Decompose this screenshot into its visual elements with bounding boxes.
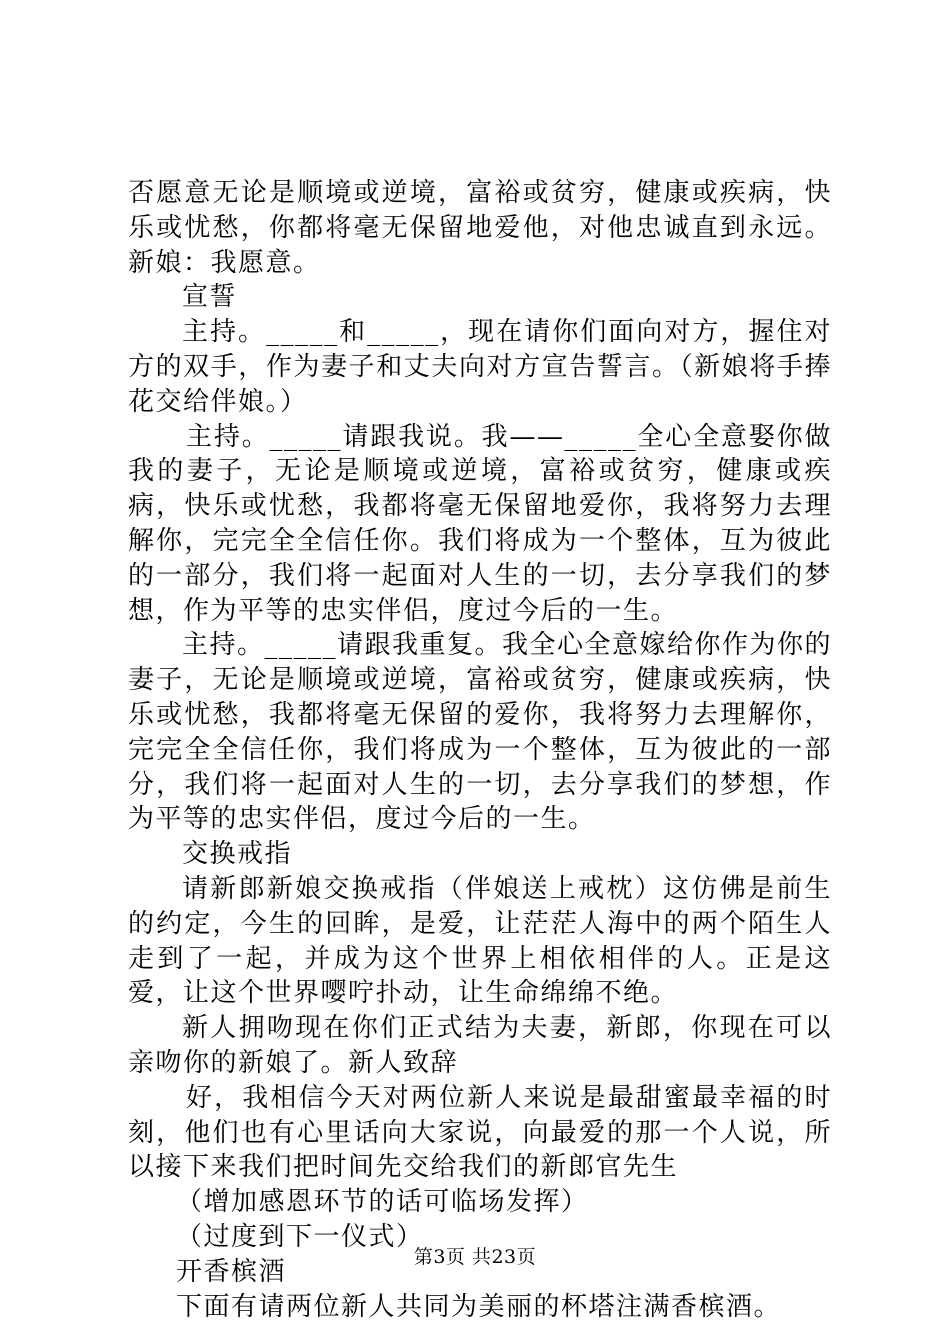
paragraph-kiss: 新人拥吻现在你们正式结为夫妻，新郎，你现在可以亲吻你的新娘了。新人致辞 (128, 1013, 832, 1078)
section-heading-vows: 宣誓 (182, 282, 238, 313)
page-number-footer: 第3页 共23页 (413, 1246, 537, 1268)
paragraph-champagne: 下面有请两位新人共同为美丽的杯塔注满香槟酒。 (176, 1291, 782, 1322)
paragraph-note-gratitude: （增加感恩环节的话可临场发挥） (176, 1187, 589, 1218)
paragraph-host-face-each-other: 主持。_____和_____，现在请你们面向对方，握住对方的双手，作为妻子和丈夫向对方宣告誓言。（新娘将手捧花交给伴娘。） (128, 317, 832, 417)
paragraph-vow-continued: 否愿意无论是顺境或逆境，富裕或贫穷，健康或疾病，快乐或忧愁，你都将毫无保留地爱他，对他忠诚直到永远。新娘：我愿意。 (128, 178, 832, 278)
paragraph-speech: 好，我相信今天对两位新人来说是最甜蜜最幸福的时刻，他们也有心里话向大家说，向最爱的那一个人说，所以接下来我们把时间先交给我们的新郎官先生 (128, 1082, 832, 1183)
section-heading-ring-exchange: 交换戒指 (182, 839, 293, 870)
section-heading-champagne: 开香槟酒 (176, 1256, 287, 1287)
paragraph-ring-exchange: 请新郎新娘交换戒指（伴娘送上戒枕）这仿佛是前生的约定，今生的回眸，是爱，让茫茫人海中的两个陌生人走到了一起，并成为这个世界上相依相伴的人。正是这爱，让这个世界嘤咛扑动，让生命绵绵不绝。 (128, 873, 832, 1009)
paragraph-note-transition: （过度到下一仪式） (176, 1221, 424, 1252)
document-body (128, 176, 832, 1324)
paragraph-bride-vow: 主持。_____请跟我重复。我全心全意嫁给你作为你的妻子，无论是顺境或逆境，富裕或贫穷，健康或疾病，快乐或忧愁，我都将毫无保留的爱你，我将努力去理解你，完完全全信任你，我们将成为一个整体，互为彼此的一部分，我们将一起面对人生的一切，去分享我们的梦想，作为平等的忠实伴侣，度过今后的一生。 (128, 630, 833, 835)
paragraph-groom-vow: 主持。_____请跟我说。我——_____全心全意娶你做我的妻子，无论是顺境或逆境，富裕或贫穷，健康或疾病，快乐或忧愁，我都将毫无保留地爱你，我将努力去理解你，完完全全信任你。我们将成为一个整体，互为彼此的一部分，我们将一起面对人生的一切，去分享我们的梦想，作为平等的忠实伴侣，度过今后的一生。 (128, 421, 832, 626)
